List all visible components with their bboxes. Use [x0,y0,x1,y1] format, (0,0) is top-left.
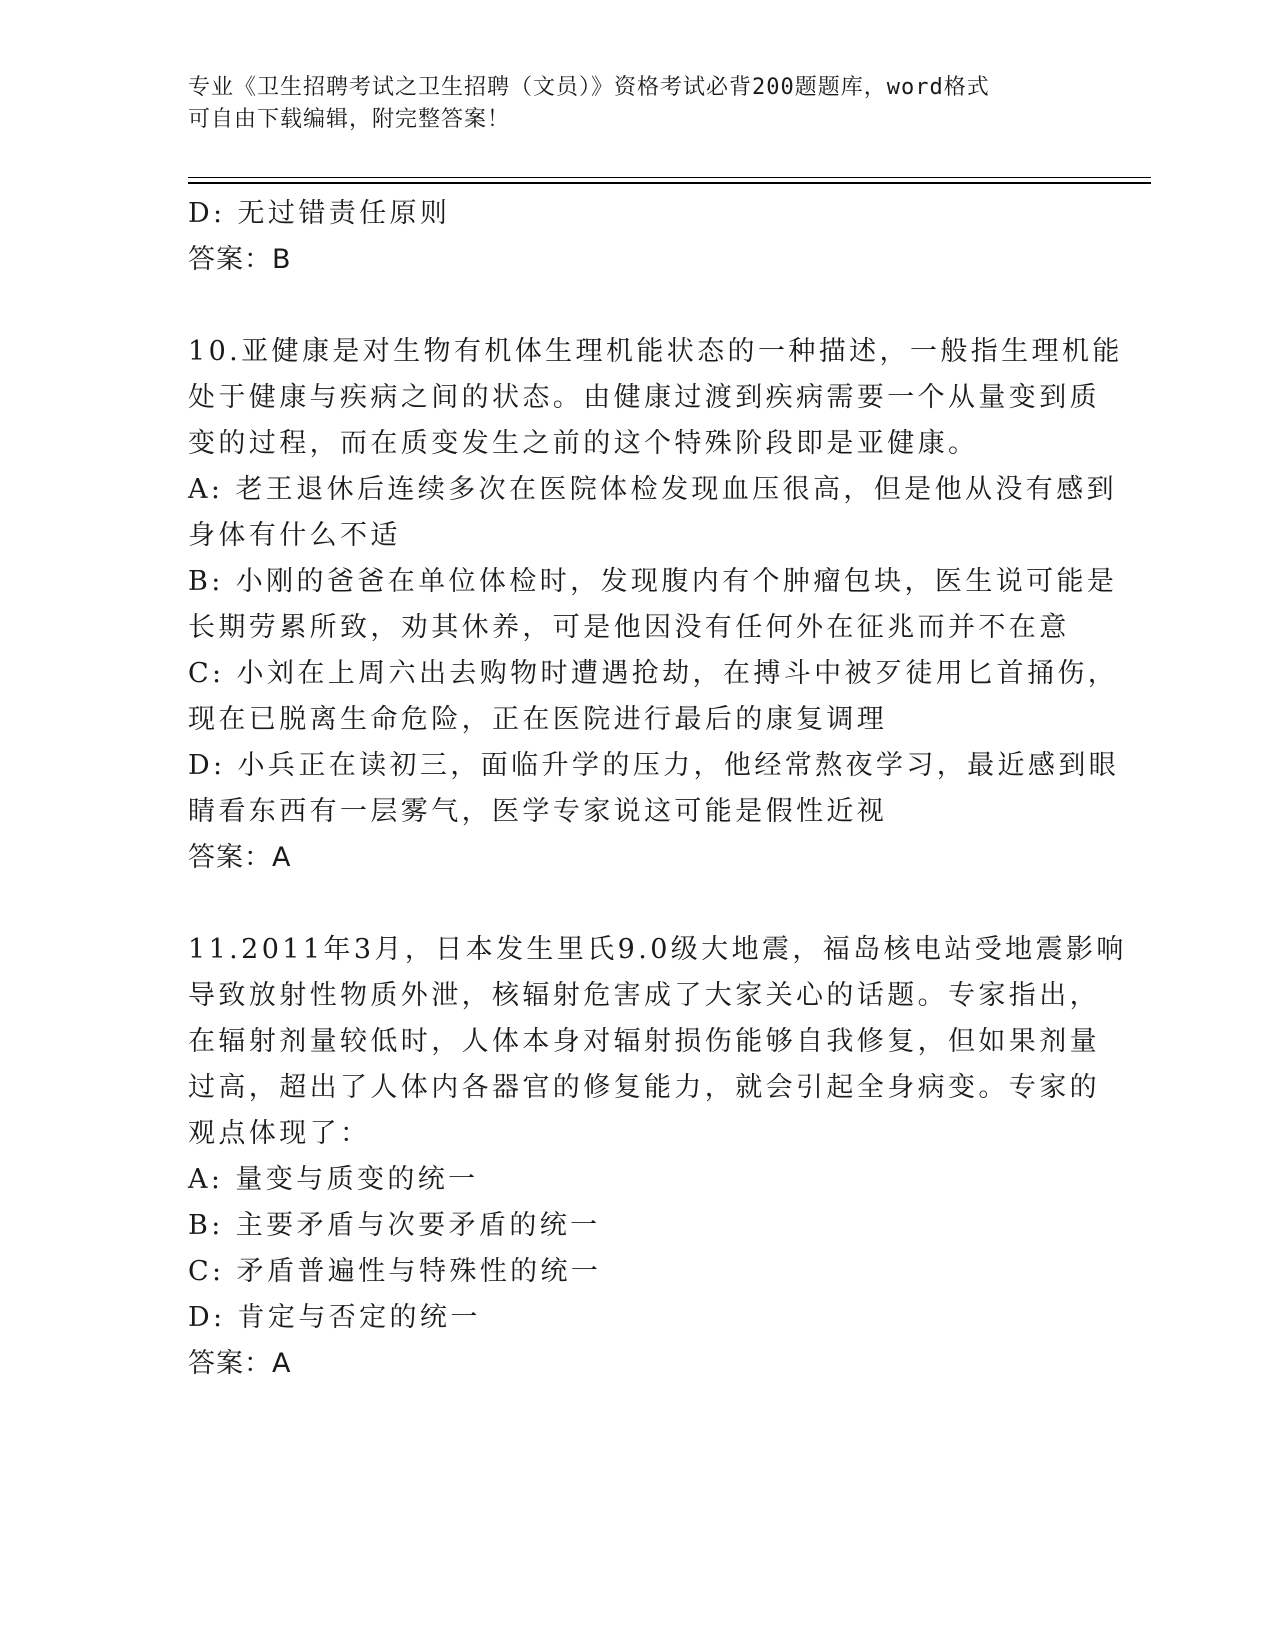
question-11-line-4: 过高，超出了人体内各器官的修复能力，就会引起全身病变。专家的 [188,1072,1100,1103]
question-10 [188,329,1123,881]
question-10-line-3: 变的过程，而在质变发生之前的这个特殊阶段即是亚健康。 [188,428,979,459]
question-10-line-2: 处于健康与疾病之间的状态。由健康过渡到疾病需要一个从量变到质 [188,382,1100,413]
question-11-option-d: D: 肯定与否定的统一 [188,1302,481,1333]
header-rule-thin [188,177,1151,178]
question-11-option-a: A: 量变与质变的统一 [188,1164,479,1195]
prev-option-d: D: 无过错责任原则 [188,198,451,229]
spacer [188,283,1088,329]
question-11-option-b: B: 主要矛盾与次要矛盾的统一 [188,1210,601,1241]
question-10-option-a-line-1: A: 老王退休后连续多次在医院体检发现血压很高，但是他从没有感到 [188,474,1117,505]
question-11-line-5: 观点体现了： [188,1118,371,1149]
question-10-option-b-line-2: 长期劳累所致，劝其休养，可是他因没有任何外在征兆而并不在意 [188,612,1070,643]
question-10-option-a-line-2: 身体有什么不适 [188,520,401,551]
question-11-line-3: 在辐射剂量较低时，人体本身对辐射损伤能够自我修复，但如果剂量 [188,1026,1100,1057]
question-11-line-2: 导致放射性物质外泄，核辐射危害成了大家关心的话题。专家指出， [188,980,1100,1011]
question-10-option-c-line-1: C: 小刘在上周六出去购物时遭遇抢劫，在搏斗中被歹徒用匕首捅伤， [188,658,1119,689]
question-11-option-c: C: 矛盾普遍性与特殊性的统一 [188,1256,602,1287]
question-11-line-1: 11.2011年3月，日本发生里氏9.0级大地震，福岛核电站受地震影响 [188,934,1127,965]
document-body [188,191,1127,1387]
question-10-option-c-line-2: 现在已脱离生命危险，正在医院进行最后的康复调理 [188,704,888,735]
prev-answer: 答案：B [188,244,292,275]
question-10-line-1: 10.亚健康是对生物有机体生理机能状态的一种描述，一般指生理机能 [188,336,1123,367]
header-rule-thick [188,182,1151,184]
question-10-option-b-line-1: B: 小刚的爸爸在单位体检时，发现腹内有个肿瘤包块，医生说可能是 [188,566,1118,597]
document-header [188,72,1088,136]
question-11-answer: 答案：A [188,1348,292,1379]
question-10-option-d-line-1: D: 小兵正在读初三，面临升学的压力，他经常熬夜学习，最近感到眼 [188,750,1120,781]
header-line-2: 可自由下载编辑，附完整答案！ [188,107,511,132]
question-10-answer: 答案：A [188,842,292,873]
spacer [188,881,1088,927]
header-line-1: 专业《卫生招聘考试之卫生招聘（文员）》资格考试必背200题题库，word格式 [188,75,990,100]
question-10-option-d-line-2: 睛看东西有一层雾气，医学专家说这可能是假性近视 [188,796,888,827]
question-11 [188,927,1127,1387]
